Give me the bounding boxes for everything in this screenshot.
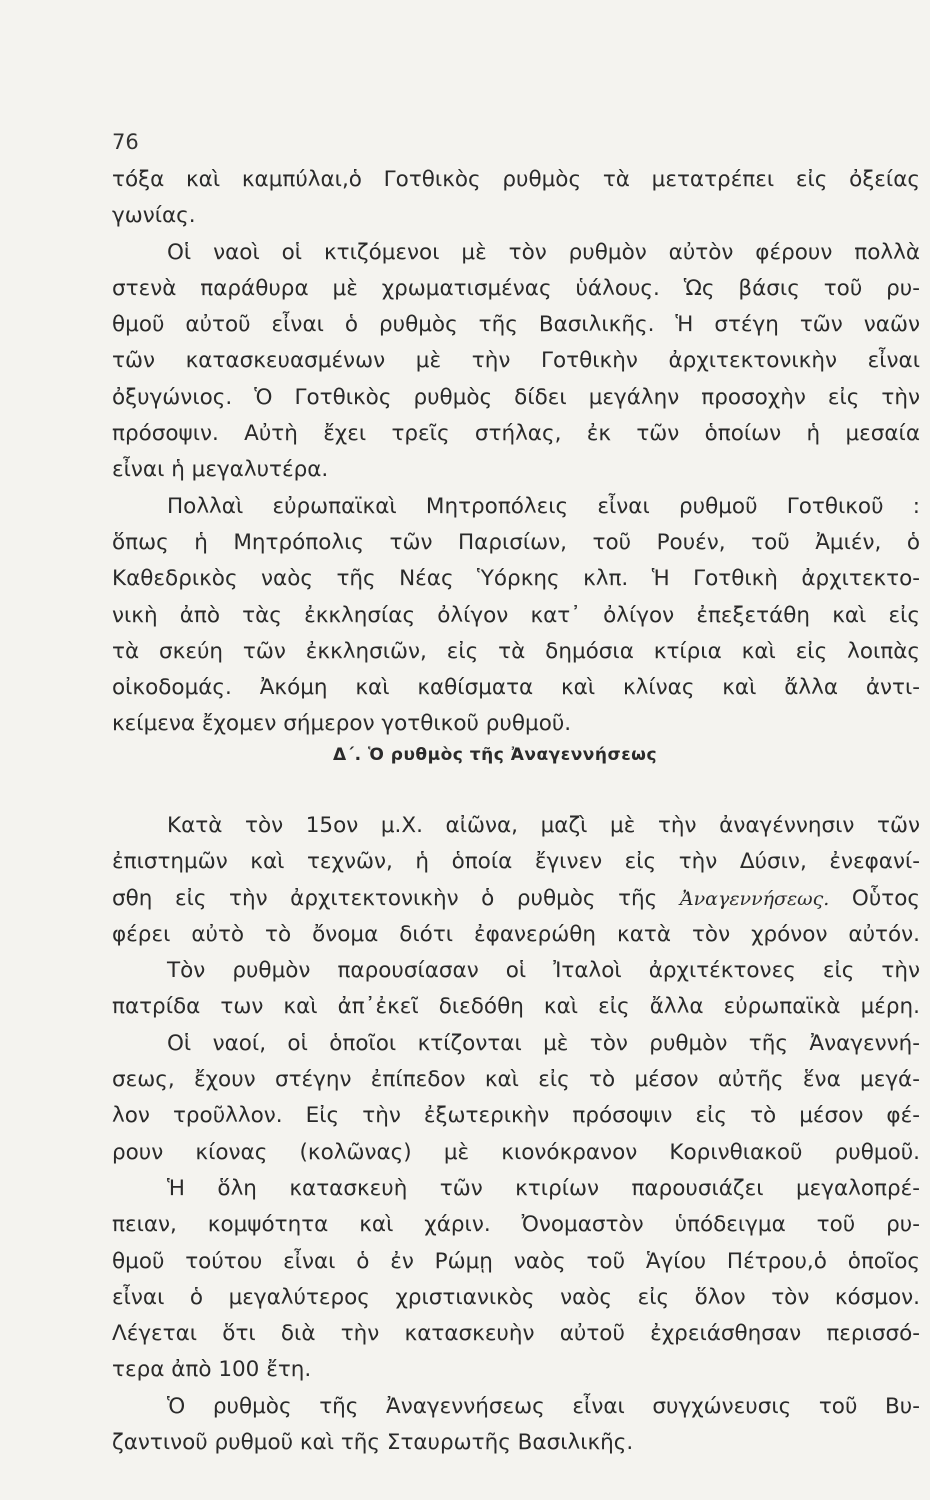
text-line: κείμενα ἔχομεν σήμερον γοτθικοῦ ρυθμοῦ.	[112, 711, 572, 737]
text-line: Κατὰ τὸν 15ον μ.Χ. αἰῶνα, μαζὶ μὲ τὴν ἀναγέννησιν τῶν	[167, 813, 920, 838]
text-line: εἶναι ὁ μεγαλύτερος χριστιανικὸς ναὸς εἰς ὅλον τὸν κόσμον.	[112, 1284, 920, 1310]
text-line: ὅπως ἡ Μητρόπολις τῶν Παρισίων, τοῦ Ρουέν, τοῦ Ἀμιέν, ὁ	[112, 529, 920, 555]
text-fragment: σθη εἰς τὴν ἀρχιτεκτονικὴν ὁ ρυθμὸς τῆς	[112, 885, 658, 911]
text-line: ἐπιστημῶν καὶ τεχνῶν, ἡ ὁποία ἔγινεν εἰς τὴν Δύσιν, ἐνεφανί-	[112, 849, 920, 875]
text-line: Ὁ ρυθμὸς τῆς Ἀναγεννήσεως εἶναι συγχώνευσις τοῦ Βυ-	[167, 1393, 920, 1419]
text-line: τὰ σκεύη τῶν ἐκκλησιῶν, εἰς τὰ δημόσια κτίρια καὶ εἰς λοιπὰς	[112, 638, 920, 664]
text-line: πρόσοψιν. Αὐτὴ ἔχει τρεῖς στήλας, ἐκ τῶν ὁποίων ἡ μεσαία	[112, 421, 920, 447]
text-line: φέρει αὐτὸ τὸ ὄνομα διότι ἐφανερώθη κατὰ τὸν χρόνον αὐτόν.	[112, 921, 920, 947]
text-line: Οἱ ναοί, οἱ ὁποῖοι κτίζονται μὲ τὸν ρυθμὸν τῆς Ἀναγεννή-	[167, 1030, 920, 1056]
text-line: Λέγεται ὅτι διὰ τὴν κατασκευὴν αὐτοῦ ἐχρειάσθησαν περισσό-	[112, 1321, 920, 1347]
text-line: οἰκοδομάς. Ἀκόμη καὶ καθίσματα καὶ κλίνας καὶ ἄλλα ἀντι-	[112, 675, 920, 701]
text-line: Καθεδρικὸς ναὸς τῆς Νέας Ὑόρκης κλπ. Ἡ Γοτθικὴ ἀρχιτεκτο-	[112, 566, 920, 592]
text-line: νικὴ ἀπὸ τὰς ἐκκλησίας ὀλίγον κατ᾽ ὀλίγον ἐπεξετάθη καὶ εἰς	[112, 602, 920, 628]
text-line: Τὸν ρυθμὸν παρουσίασαν οἱ Ἰταλοὶ ἀρχιτέκτονες εἰς τὴν	[167, 958, 920, 984]
section-heading: Δ΄. Ὁ ρυθμὸς τῆς Ἀναγεννήσεως	[332, 745, 658, 765]
text-line: ζαντινοῦ ρυθμοῦ καὶ τῆς Σταυρωτῆς Βασιλικῆς.	[112, 1430, 634, 1456]
text-line: θμοῦ αὐτοῦ εἶναι ὁ ρυθμὸς τῆς Βασιλικῆς. Ἡ στέγη τῶν ναῶν	[112, 312, 920, 338]
text-line: εἶναι ἡ μεγαλυτέρα.	[112, 457, 329, 483]
italic-term: Ἀναγεννήσεως.	[679, 887, 830, 910]
text-line: ρουν κίονας (κολῶνας) μὲ κιονόκρανον Κορινθιακοῦ ρυθμοῦ.	[112, 1139, 920, 1165]
gothic-style-text	[112, 162, 920, 743]
text-line: τόξα καὶ καμπύλαι,ὁ Γοτθικὸς ρυθμὸς τὰ μετατρέπει εἰς ὀξείας	[112, 167, 920, 192]
text-line: Πολλαὶ εὐρωπαϊκαὶ Μητροπόλεις εἶναι ρυθμοῦ Γοτθικοῦ :	[167, 493, 920, 519]
text-line: θμοῦ τούτου εἶναι ὁ ἐν Ρώμῃ ναὸς τοῦ Ἁγίου Πέτρου,ὁ ὁποῖος	[112, 1248, 920, 1274]
text-fragment: Οὗτος	[851, 885, 920, 911]
page-number: 76	[112, 130, 139, 154]
renaissance-style-text	[112, 808, 920, 1461]
text-line: πειαν, κομψότητα καὶ χάριν. Ὀνομαστὸν ὑπόδειγμα τοῦ ρυ-	[112, 1212, 920, 1238]
text-line: Οἱ ναοὶ οἱ κτιζόμενοι μὲ τὸν ρυθμὸν αὐτὸν φέρουν πολλὰ	[167, 239, 920, 265]
text-line: στενὰ παράθυρα μὲ χρωματισμένας ὑάλους. Ὡς βάσις τοῦ ρυ-	[112, 275, 920, 301]
text-line: ὀξυγώνιος. Ὁ Γοτθικὸς ρυθμὸς δίδει μεγάλην προσοχὴν εἰς τὴν	[112, 384, 920, 410]
text-line: λον τροῦλλον. Εἰς τὴν ἐξωτερικὴν πρόσοψιν εἰς τὸ μέσον φέ-	[112, 1103, 920, 1129]
text-line: πατρίδα των καὶ ἀπ᾽ἐκεῖ διεδόθη καὶ εἰς ἄλλα εὐρωπαϊκὰ μέρη.	[112, 994, 920, 1020]
text-line: τερα ἀπὸ 100 ἔτη.	[112, 1357, 312, 1383]
text-line: γωνίας.	[112, 203, 196, 229]
text-line: τῶν κατασκευασμένων μὲ τὴν Γοτθικὴν ἀρχιτεκτονικὴν εἶναι	[112, 348, 920, 374]
text-line: σεως, ἔχουν στέγην ἐπίπεδον καὶ εἰς τὸ μέσον αὐτῆς ἕνα μεγά-	[112, 1067, 920, 1093]
text-line: Ἡ ὅλη κατασκευὴ τῶν κτιρίων παρουσιάζει μεγαλοπρέ-	[167, 1175, 920, 1201]
text-line-with-italic	[112, 881, 920, 917]
